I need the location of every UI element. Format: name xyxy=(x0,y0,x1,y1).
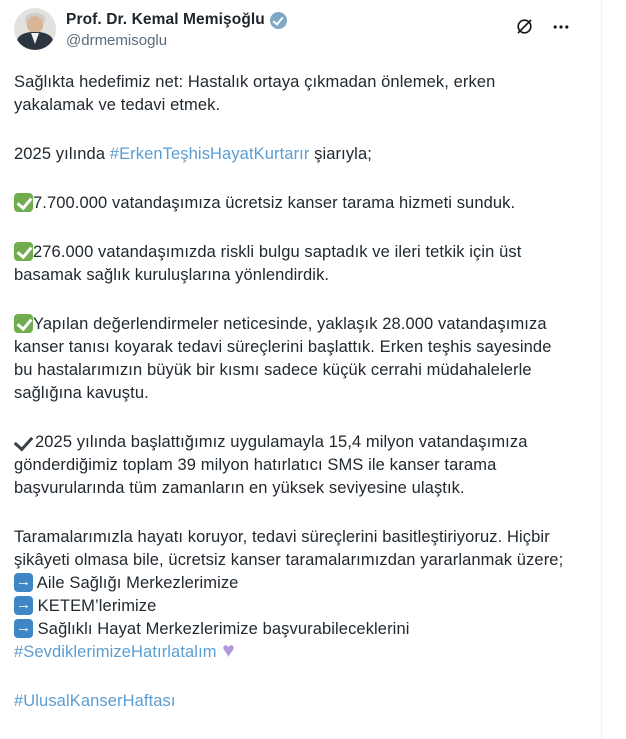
green-check-emoji xyxy=(14,193,33,212)
text-run: 276.000 vatandaşımızda riskli bulgu saptadık ve ileri tetkik için üst basamak sağlık kuruluşlarına yönlendirdik. xyxy=(14,243,522,284)
green-check-emoji xyxy=(14,242,33,261)
tweet-paragraph xyxy=(14,192,571,215)
tweet-paragraph xyxy=(14,143,571,166)
hashtag-link[interactable]: #UlusalKanserHaftası xyxy=(14,692,176,710)
tweet-paragraph xyxy=(14,690,571,713)
tweet-paragraph xyxy=(14,431,571,500)
text-run: Yapılan değerlendirmeler neticesinde, yaklaşık 28.000 vatandaşımıza kanser tanısı koyarak tedavi süreçlerini başlattık. Erken teşhis sayesinde bu hastalarımızın büyük bir kısmı sadece küçük cerrahi müdahalelerle sağlığına kavuştu. xyxy=(14,315,552,402)
tweet-paragraph xyxy=(14,313,571,405)
tweet-paragraph xyxy=(14,241,571,287)
tweet-paragraph xyxy=(14,71,571,117)
text-run: Taramalarımızla hayatı koruyor, tedavi süreçlerini basitleştiriyoruz. Hiçbir şikâyeti olmasa bile, ücretsiz kanser taramalarımızdan yararlanmak üzere; xyxy=(14,528,564,569)
avatar-head xyxy=(27,16,43,33)
text-run: şiarıyla; xyxy=(309,145,372,163)
text-run: 2025 yılında xyxy=(14,145,110,163)
more-options-icon[interactable] xyxy=(551,17,571,37)
grok-icon[interactable] xyxy=(514,16,535,37)
text-run: 7.700.000 vatandaşımıza ücretsiz kanser tarama hizmeti sunduk. xyxy=(33,194,516,212)
green-check-emoji xyxy=(14,314,33,333)
display-name[interactable]: Prof. Dr. Kemal Memişoğlu xyxy=(66,11,265,28)
text-run: Aile Sağlığı Merkezlerimize xyxy=(33,574,239,592)
text-run: Sağlıkta hedefimiz net: Hastalık ortaya çıkmadan önlemek, erken yakalamak ve tedavi etmek. xyxy=(14,73,496,114)
blue-arrow-right-emoji xyxy=(14,573,33,592)
blue-arrow-right-emoji xyxy=(14,596,33,615)
text-run: Sağlıklı Hayat Merkezlerimize başvurabileceklerini xyxy=(33,620,410,638)
tweet-paragraph xyxy=(14,526,571,664)
text-run: KETEM’lerimize xyxy=(33,597,157,615)
hashtag-link[interactable]: #ErkenTeşhisHayatKurtarır xyxy=(109,145,310,163)
text-run: 2025 yılında başlattığımız uygulamayla 15,4 milyon vatandaşımıza gönderdiğimiz toplam 39 milyon hatırlatıcı SMS ile kanser tarama başvurularında tüm zamanların en yüksek seviyesine ulaştık. xyxy=(14,433,528,497)
hashtag-link[interactable]: #SevdiklerimizeHatırlatalım xyxy=(14,643,217,661)
header-actions xyxy=(514,8,585,37)
tweet-header xyxy=(14,8,585,50)
avatar[interactable] xyxy=(14,8,56,50)
black-check-emoji xyxy=(14,432,35,451)
verified-badge-icon xyxy=(270,12,287,29)
tweet-text xyxy=(14,71,585,713)
purple-heart-emoji xyxy=(221,642,243,661)
blue-arrow-right-emoji xyxy=(14,619,33,638)
identity-column xyxy=(66,8,287,49)
user-handle[interactable]: @drmemisoglu xyxy=(66,32,168,49)
